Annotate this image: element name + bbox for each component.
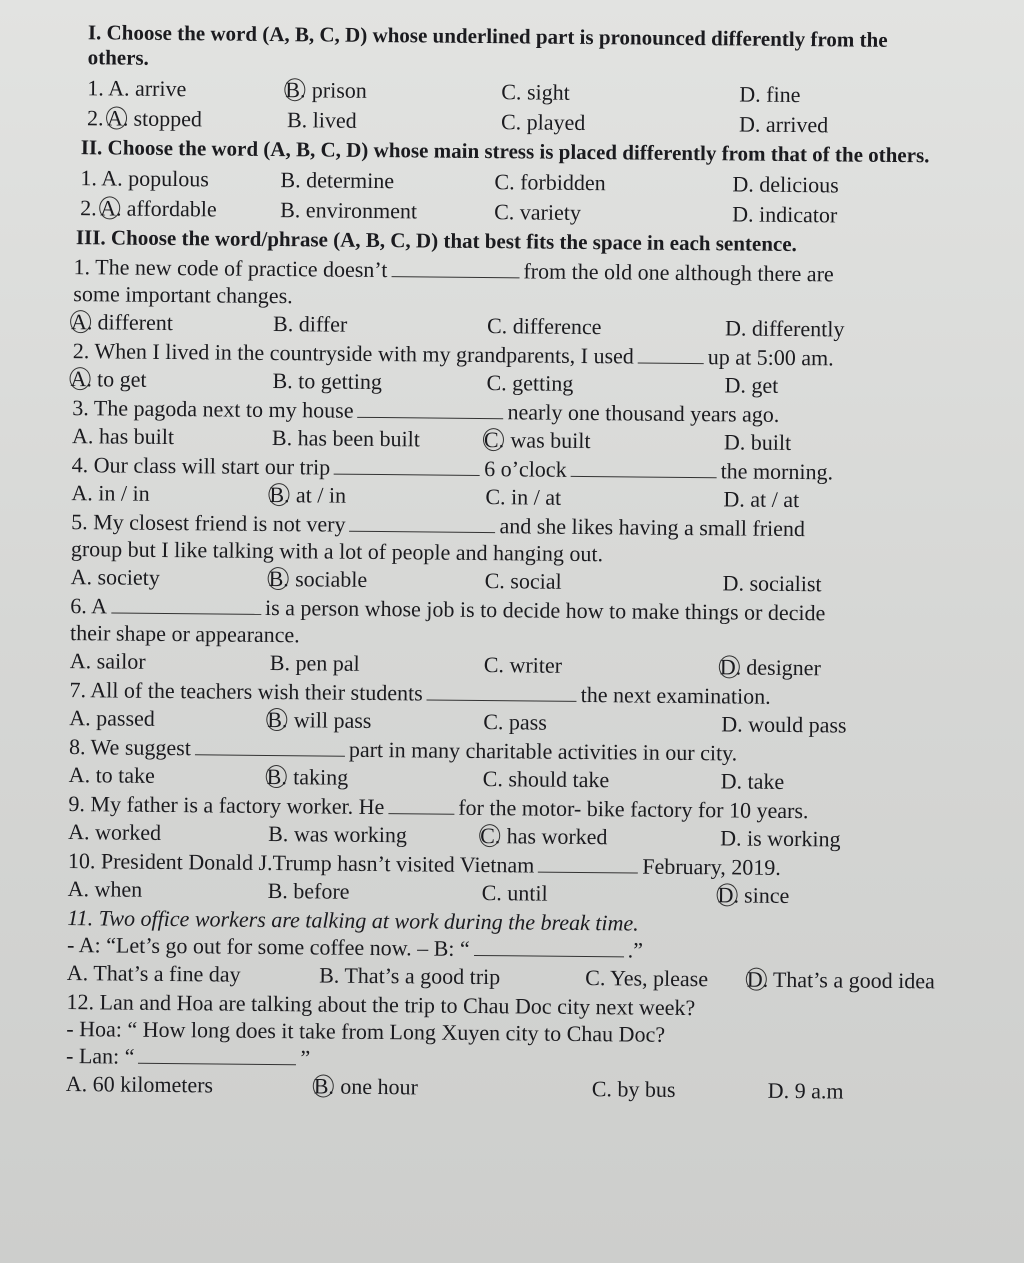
s3-q1-option-b: B. differ — [272, 311, 348, 337]
s3-q5-option-b: B. sociable — [268, 565, 368, 592]
s1-q2-option-a: 2. A. stopped — [86, 105, 203, 132]
s3-q8-stem: 8. We suggest part in many charitable activities in our city. — [68, 734, 738, 766]
s3-q5-option-d: D. socialist — [722, 570, 822, 597]
s3-q6-option-b: B. pen pal — [269, 649, 360, 676]
s3-q12-dialog-hoa: - Hoa: “ How long does it take from Long Xuyen city to Chau Doc? — [66, 1016, 666, 1047]
s2-q1-option-d: D. delicious — [732, 171, 839, 198]
s3-q1-stem-cont: some important changes. — [73, 281, 293, 309]
s3-q11-option-a: A. That’s a fine day — [66, 960, 241, 987]
s1-q1-option-b: B. prison — [285, 77, 367, 103]
s3-q10-option-b: B. before — [267, 877, 350, 904]
s1-q2-option-d: D. arrived — [738, 111, 829, 138]
answer-blank — [427, 679, 577, 701]
s3-q4-option-a: A. in / in — [71, 480, 150, 506]
s3-q1-option-d: D. differently — [724, 315, 845, 342]
s3-q1-option-a: A. different — [70, 309, 174, 336]
s1-q1-option-c: C. sight — [501, 79, 570, 105]
s3-q11-option-b: B. That’s a good trip — [319, 962, 501, 990]
answer-blank — [138, 1043, 296, 1066]
s3-q2-option-a: A. to get — [70, 366, 147, 392]
s3-q6-stem: 6. A is a person whose job is to decide how to make things or decide — [70, 593, 826, 626]
s2-q1-option-c: C. forbidden — [494, 169, 606, 196]
s3-q9-option-b: B. was working — [268, 820, 408, 848]
answer-blank — [571, 456, 717, 478]
worksheet-content — [56, 20, 944, 1107]
s3-q1-stem: 1. The new code of practice doesn’t from the old one although there are — [73, 254, 834, 287]
s3-q1-option-c: C. difference — [486, 313, 602, 340]
section-3-heading: III. Choose the word/phrase (A, B, C, D) that best fits the space in each sentence. — [75, 225, 797, 257]
s1-q2-option-b: B. lived — [286, 107, 357, 133]
answer-blank — [538, 852, 638, 874]
section-1-heading: I. Choose the word (A, B, C, D) whose underlined part is pronounced differently from the others. — [87, 20, 888, 70]
section-2-heading: II. Choose the word (A, B, C, D) whose main stress is placed differently from that of the others. — [80, 135, 930, 168]
s3-q6-stem-cont: their shape or appearance. — [70, 620, 300, 648]
s3-q12-option-c: C. by bus — [591, 1076, 676, 1102]
s3-q6-option-d: D. designer — [719, 654, 821, 681]
s3-q7-option-d: D. would pass — [721, 711, 847, 738]
s3-q11-stem: 11. Two office workers are talking at work during the break time. — [67, 905, 639, 936]
answer-blank — [111, 592, 261, 614]
answer-blank — [388, 793, 454, 815]
s3-q12-option-d: D. 9 a.m — [767, 1077, 844, 1104]
s3-q9-option-d: D. is working — [720, 825, 841, 852]
s3-q3-option-d: D. built — [723, 429, 792, 455]
s2-q2-option-b: B. environment — [280, 197, 418, 224]
s3-q10-option-d: D. since — [717, 882, 790, 908]
s3-q8-option-a: A. to take — [68, 762, 156, 788]
s3-q6-option-c: C. writer — [483, 652, 563, 678]
s3-q3-option-a: A. has built — [71, 423, 175, 450]
answer-blank — [638, 343, 704, 365]
answer-blank — [474, 935, 624, 957]
s3-q9-option-a: A. worked — [68, 819, 162, 845]
s3-q10-stem: 10. President Donald J.Trump hasn’t visited Vietnam February, 2019. — [67, 848, 781, 880]
s3-q8-option-c: C. should take — [482, 766, 610, 793]
s2-q1-option-b: B. determine — [280, 167, 395, 194]
s2-q1-option-a: 1. A. populous — [80, 165, 209, 192]
s3-q7-option-a: A. passed — [69, 705, 155, 731]
answer-blank — [349, 511, 495, 533]
s3-q5-stem: 5. My closest friend is not very and she likes having a small friend — [71, 509, 806, 542]
s1-q1-option-a: 1. A. arrive — [87, 75, 187, 102]
s3-q8-option-b: B. taking — [266, 763, 349, 790]
s3-q10-option-c: C. until — [481, 880, 548, 906]
s3-q5-stem-cont: group but I like talking with a lot of people and hanging out. — [70, 536, 604, 567]
s3-q7-stem: 7. All of the teachers wish their students the next examination. — [69, 677, 771, 709]
s3-q12-option-a: A. 60 kilometers — [65, 1071, 214, 1098]
s3-q10-option-a: A. when — [67, 876, 143, 902]
answer-blank — [357, 397, 503, 419]
s3-q11-dialog: - A: “Let’s go out for some coffee now. – B: “ .” — [67, 932, 644, 963]
s3-q2-option-d: D. get — [724, 372, 779, 398]
s3-q12-option-b: B. one hour — [313, 1073, 418, 1100]
s3-q12-dialog-lan: - Lan: “ ” — [65, 1043, 311, 1071]
s3-q9-stem: 9. My father is a factory worker. He for the motor- bike factory for 10 years. — [68, 791, 809, 824]
s2-q2-option-d: D. indicator — [732, 201, 838, 228]
answer-blank — [334, 454, 480, 476]
s3-q4-option-d: D. at / at — [723, 486, 800, 513]
s3-q8-option-d: D. take — [720, 768, 785, 794]
s3-q5-option-c: C. social — [484, 568, 562, 594]
s3-q5-option-a: A. society — [70, 564, 160, 590]
answer-blank — [195, 734, 345, 756]
s3-q11-option-c: C. Yes, please — [585, 965, 709, 992]
s3-q3-option-c: C. was built — [483, 427, 591, 454]
s3-q9-option-c: C. has worked — [480, 823, 608, 850]
s3-q12-stem: 12. Lan and Hoa are talking about the trip to Chau Doc city next week? — [66, 989, 696, 1021]
s3-q4-option-b: B. at / in — [269, 481, 347, 508]
s3-q11-option-d: D. That’s a good idea — [746, 966, 935, 994]
s3-q7-option-c: C. pass — [483, 709, 547, 735]
s3-q3-stem: 3. The pagoda next to my house nearly one thousand years ago. — [72, 395, 780, 427]
s3-q2-option-c: C. getting — [486, 370, 574, 396]
s3-q4-stem: 4. Our class will start our trip 6 o’clock the morning. — [71, 452, 834, 485]
s3-q7-option-b: B. will pass — [267, 706, 372, 733]
s1-q2-option-c: C. played — [500, 109, 586, 135]
s3-q6-option-a: A. sailor — [69, 648, 146, 674]
s3-q2-option-b: B. to getting — [272, 367, 383, 395]
s3-q3-option-b: B. has been built — [271, 424, 421, 452]
s3-q2-stem: 2. When I lived in the countryside with my grandparents, I used up at 5:00 am. — [72, 338, 834, 371]
s2-q2-option-c: C. variety — [494, 199, 582, 225]
s2-q2-option-a: 2. A. affordable — [80, 195, 217, 222]
answer-blank — [391, 256, 519, 278]
s3-q4-option-c: C. in / at — [485, 484, 562, 510]
s1-q1-option-d: D. fine — [739, 81, 801, 108]
